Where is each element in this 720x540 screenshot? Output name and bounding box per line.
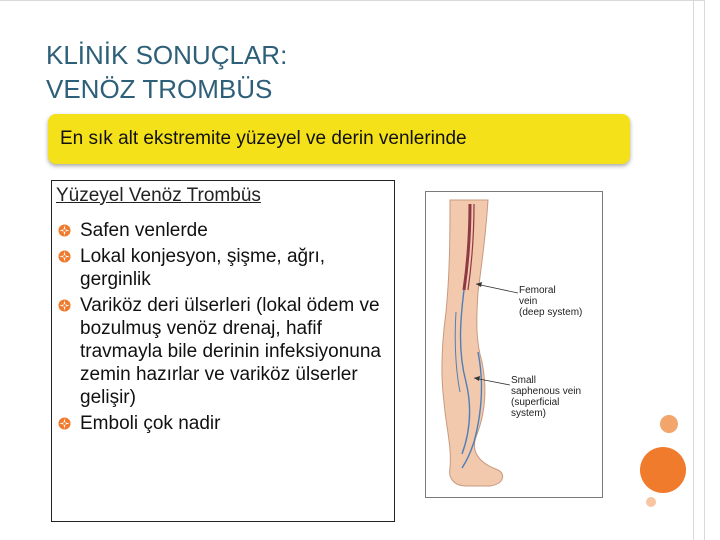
slide-frame-top [0, 0, 704, 1]
banner-text: En sık alt ekstremite yüzeyel ve derin venlerinde [60, 128, 467, 149]
highlight-banner [48, 114, 630, 164]
slide-frame-right [693, 0, 705, 540]
title-line-2: VENÖZ TROMBÜS [46, 74, 273, 104]
compass-bullet-icon [58, 417, 71, 430]
compass-bullet-icon [58, 299, 71, 312]
compass-bullet-icon [58, 250, 71, 263]
title-line-1: KLİNİK SONUÇLAR: [46, 40, 288, 70]
leg-drawing [426, 192, 602, 497]
saphenous-label-line: Small [511, 375, 537, 386]
decorative-circle [660, 415, 678, 433]
bullet-item [56, 245, 392, 291]
femoral-pointer-line [476, 284, 518, 293]
compass-bullet-icon [58, 224, 71, 237]
bullet-item [56, 219, 392, 242]
bullet-text: Lokal konjesyon, şişme, ağrı, gerginlik [80, 246, 326, 290]
bullet-item [56, 412, 392, 435]
decorative-circle [640, 447, 686, 493]
saphenous-label-line: (superficial [511, 397, 560, 408]
section-subtitle: Yüzeyel Venöz Trombüs [56, 185, 261, 206]
saphenous-vein-label [511, 375, 581, 419]
content-textbox [51, 180, 395, 522]
bullet-list [56, 219, 392, 438]
saphenous-label-line: system) [511, 408, 546, 419]
bullet-text: Variköz deri ülserleri (lokal ödem ve bozulmuş venöz drenaj, hafif travmayla bile derinin infeksiyonuna zemin hazırlar ve variköz ülserler gelişir) [80, 295, 381, 408]
femoral-label-line: vein [519, 296, 538, 307]
saphenous-label-line: saphenous vein [511, 386, 582, 397]
bullet-text: Emboli çok nadir [80, 413, 221, 434]
femoral-label-line: Femoral [519, 285, 556, 296]
bullet-item [56, 294, 392, 409]
slide-title [46, 38, 666, 106]
decorative-circle [646, 497, 656, 507]
bullet-text: Safen venlerde [80, 220, 208, 241]
leg-vein-illustration [425, 191, 603, 498]
femoral-vein-label [519, 285, 582, 318]
femoral-label-line: (deep system) [519, 307, 583, 318]
